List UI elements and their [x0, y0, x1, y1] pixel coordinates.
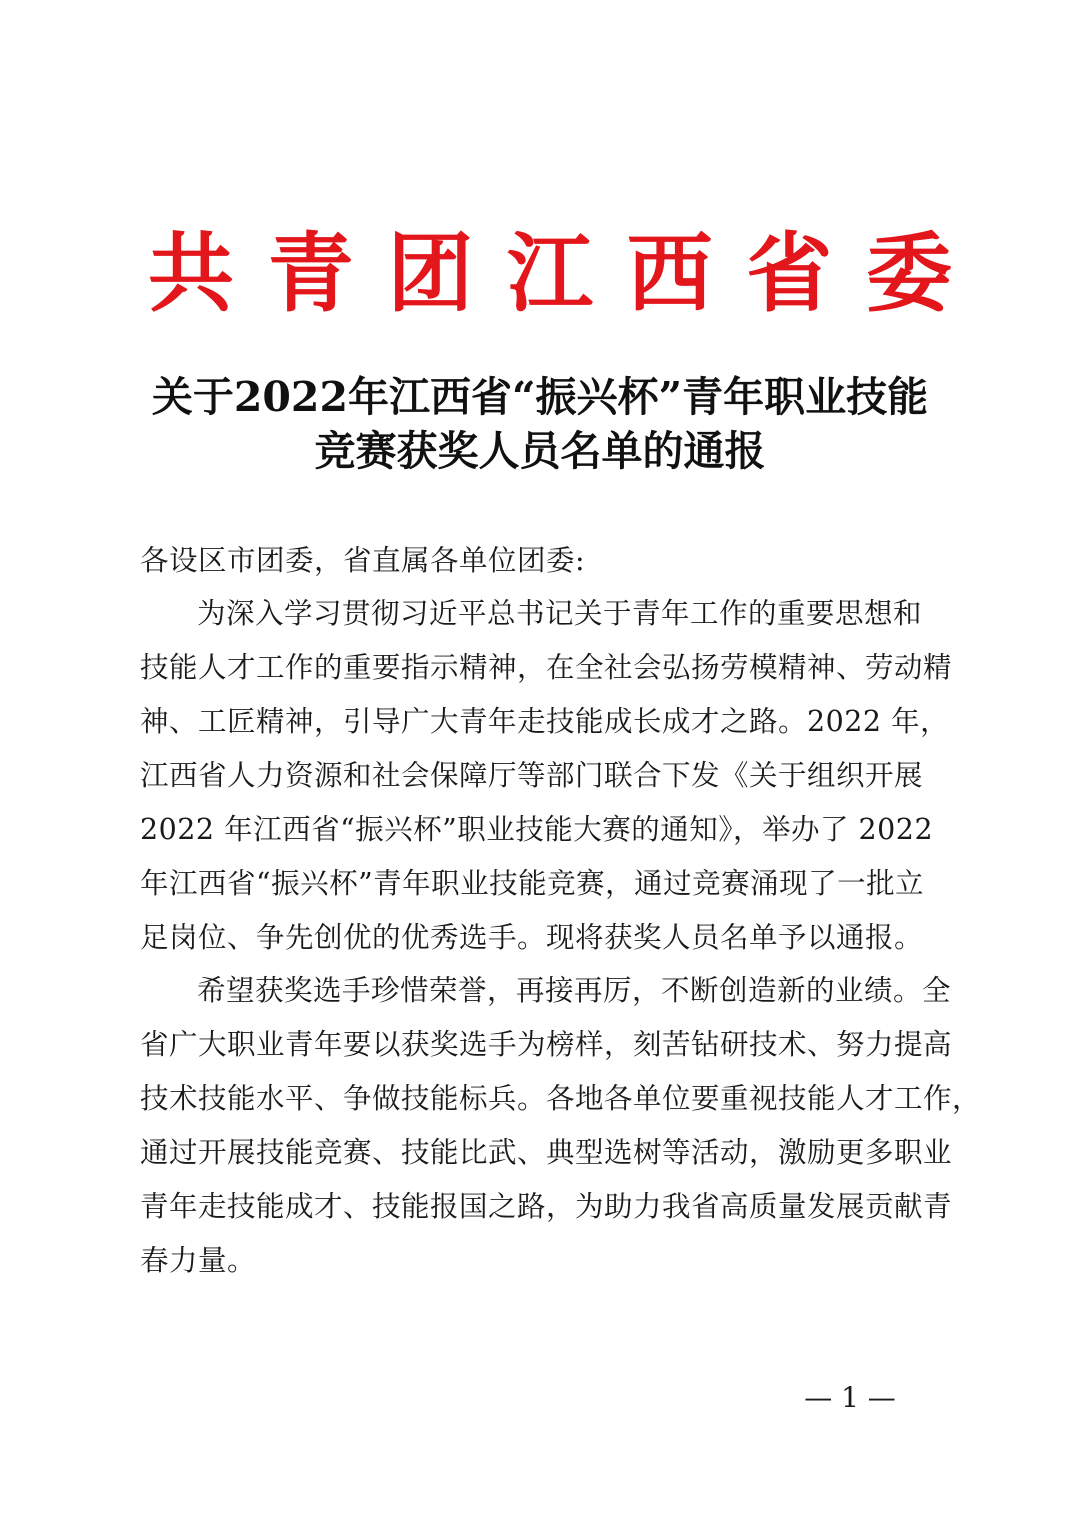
paragraph-1: [140, 587, 953, 965]
paragraph-line: 青年走技能成才、技能报国之路，为助力我省高质量发展贡献青: [140, 1190, 953, 1223]
paragraph-line: 通过开展技能竞赛、技能比武、典型选树等活动，激励更多职业: [140, 1136, 953, 1169]
masthead-char: 团: [387, 223, 474, 324]
masthead-char: 青: [267, 223, 354, 324]
addressee: 各设区市团委，省直属各单位团委:: [140, 544, 586, 577]
masthead-char: 西: [626, 223, 713, 324]
paragraph-line: 为深入学习贯彻习近平总书记关于青年工作的重要思想和: [197, 597, 923, 630]
paragraph-line: 省广大职业青年要以获奖选手为榜样，刻苦钻研技术、努力提高: [140, 1028, 953, 1061]
paragraph-line: 技能人才工作的重要指示精神，在全社会弘扬劳模精神、劳动精: [140, 651, 953, 684]
paragraph-line: 春力量。: [140, 1244, 257, 1277]
document-title-line-1: 关于2022年江西省“振兴杯”青年职业技能: [151, 373, 929, 421]
paragraph-2: [140, 964, 982, 1288]
paragraph-line: 希望获奖选手珍惜荣誉，再接再厉，不断创造新的业绩。全: [197, 974, 952, 1007]
document-title-line-2: 竞赛获奖人员名单的通报: [314, 427, 766, 475]
paragraph-line: 年江西省“振兴杯”青年职业技能竞赛，通过竞赛涌现了一批立: [140, 867, 925, 900]
paragraph-line: 神、工匠精神，引导广大青年走技能成长成才之路。2022 年，: [140, 705, 950, 738]
paragraph-line: 2022 年江西省“振兴杯”职业技能大赛的通知》，举办了 2022: [140, 813, 934, 846]
masthead-char: 省: [746, 223, 833, 324]
paragraph-line: 足岗位、争先创优的优秀选手。现将获奖人员名单予以通报。: [140, 921, 924, 954]
masthead: [145, 223, 955, 324]
paragraph-line: 技术技能水平、争做技能标兵。各地各单位要重视技能人才工作，: [140, 1082, 982, 1115]
paragraph-line: 江西省人力资源和社会保障厅等部门联合下发《关于组织开展: [140, 759, 924, 792]
page-number: — 1 —: [804, 1381, 896, 1414]
masthead-char: 委: [865, 223, 952, 324]
masthead-char: 共: [148, 223, 234, 324]
masthead-char: 江: [506, 223, 593, 324]
